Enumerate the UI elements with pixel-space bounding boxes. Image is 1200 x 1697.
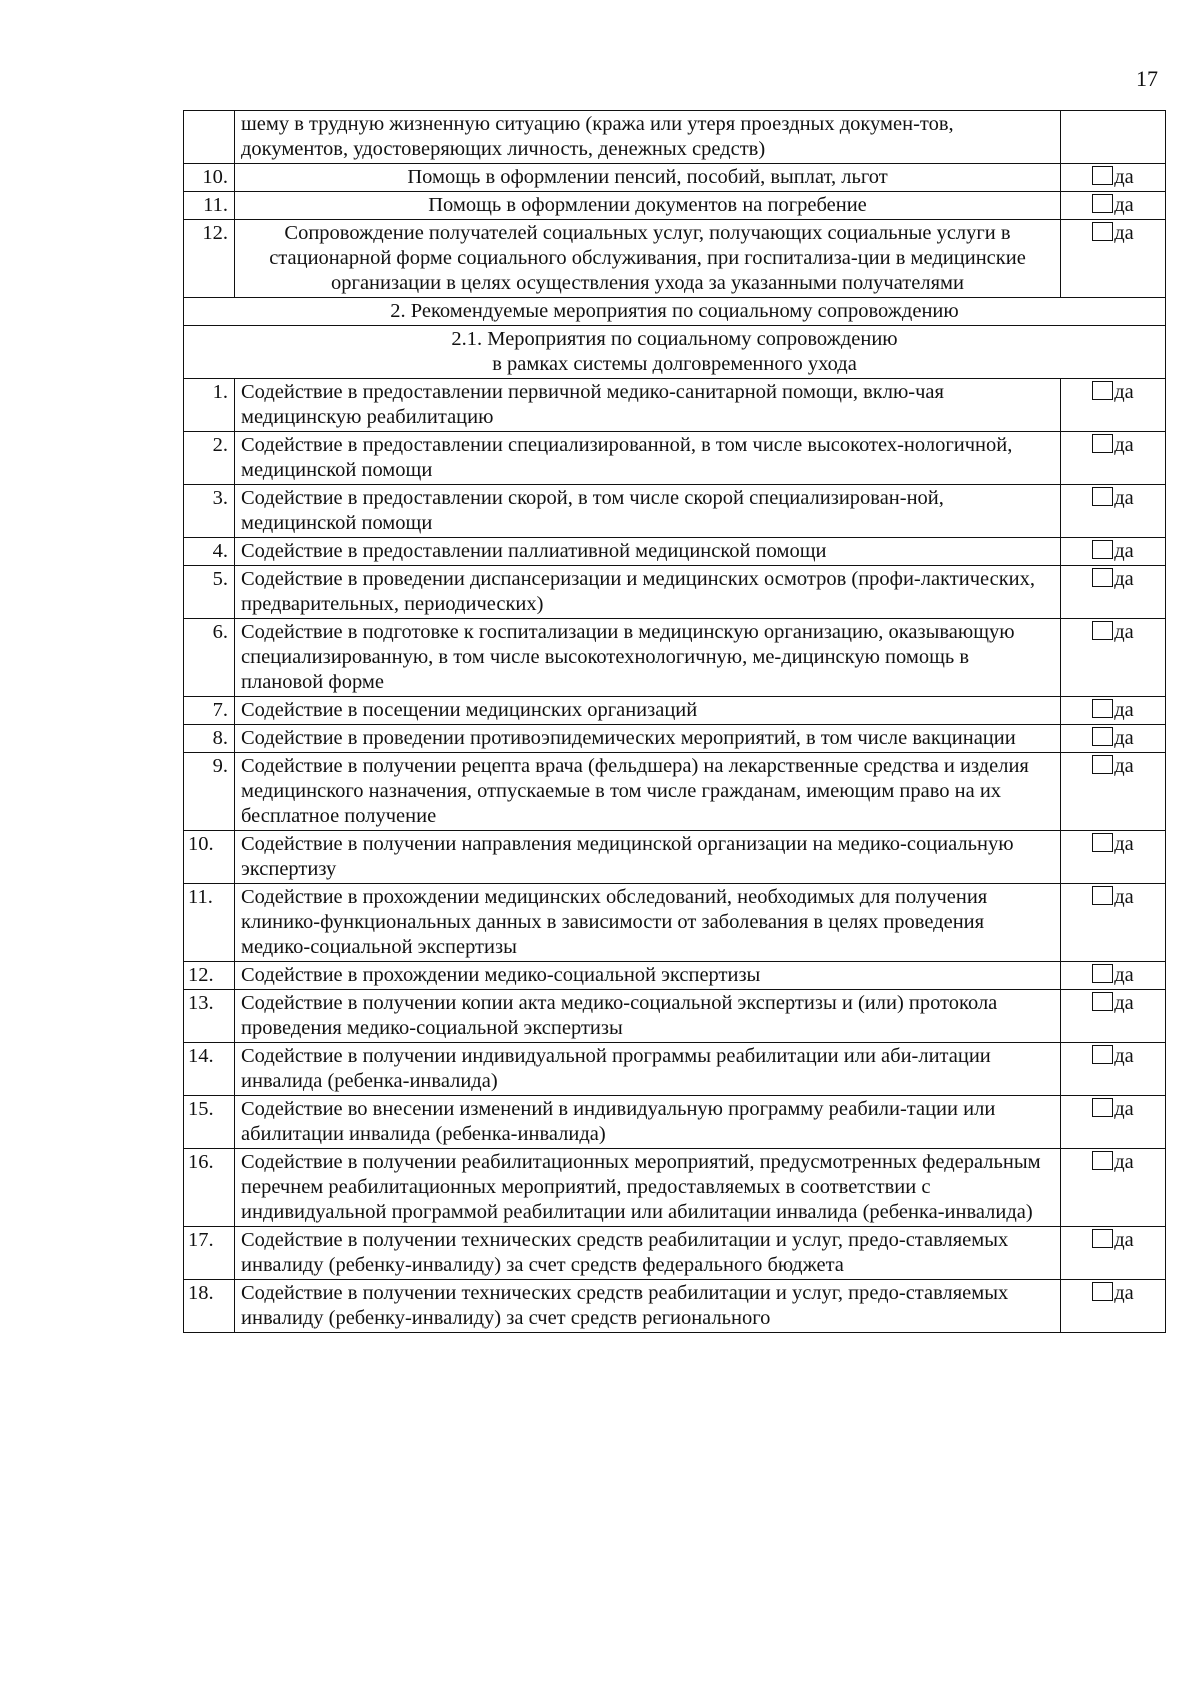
row-number: 18.	[184, 1280, 235, 1333]
table-row	[184, 725, 1166, 753]
row-check-cell	[1061, 538, 1166, 566]
checkbox-label: да	[1114, 540, 1134, 562]
row-check-cell	[1061, 192, 1166, 220]
row-check-cell	[1061, 379, 1166, 432]
row-check-cell	[1061, 725, 1166, 753]
table-row	[184, 831, 1166, 884]
row-check-cell	[1061, 1149, 1166, 1227]
checkbox-label: да	[1114, 992, 1134, 1014]
checkbox[interactable]	[1092, 727, 1113, 746]
measures-table-body	[184, 111, 1166, 1333]
row-text: Содействие в прохождении медицинских обследований, необходимых для получения клинико-функциональных данных в зависимости от заболевания в целях проведения медико-социальной экспертизы	[235, 884, 1061, 962]
row-number: 1.	[184, 379, 235, 432]
row-check-cell	[1061, 1096, 1166, 1149]
checkbox[interactable]	[1092, 1098, 1113, 1117]
checkbox[interactable]	[1092, 621, 1113, 640]
checkbox-label: да	[1114, 1229, 1134, 1251]
checkbox-label: да	[1114, 434, 1134, 456]
subsection-title	[184, 326, 1166, 379]
checkbox-label: да	[1114, 568, 1134, 590]
checkbox[interactable]	[1092, 166, 1113, 185]
table-row	[184, 164, 1166, 192]
row-number: 11.	[184, 884, 235, 962]
row-text: Содействие в предоставлении первичной медико-санитарной помощи, вклю-чая медицинскую реабилитацию	[235, 379, 1061, 432]
table-row	[184, 432, 1166, 485]
table-row	[184, 962, 1166, 990]
table-row	[184, 538, 1166, 566]
row-text: шему в трудную жизненную ситуацию (кража или утеря проездных докумен-тов, документов, удостоверяющих личность, денежных средств)	[235, 111, 1061, 164]
row-number: 6.	[184, 619, 235, 697]
table-row	[184, 753, 1166, 831]
checkbox-label: да	[1114, 699, 1134, 721]
row-text: Содействие в предоставлении скорой, в том числе скорой специализирован-ной, медицинской помощи	[235, 485, 1061, 538]
checkbox-label: да	[1114, 487, 1134, 509]
row-check-cell	[1061, 111, 1166, 164]
row-check-cell	[1061, 990, 1166, 1043]
checkbox-label: да	[1114, 194, 1134, 216]
row-text: Содействие во внесении изменений в индивидуальную программу реабили-тации или абилитации инвалида (ребенка-инвалида)	[235, 1096, 1061, 1149]
row-check-cell	[1061, 884, 1166, 962]
table-row	[184, 1227, 1166, 1280]
row-text: Содействие в проведении противоэпидемических мероприятий, в том числе вакцинации	[235, 725, 1061, 753]
row-number: 2.	[184, 432, 235, 485]
row-number: 16.	[184, 1149, 235, 1227]
subsection-title-line2: в рамках системы долговременного ухода	[492, 353, 857, 375]
row-check-cell	[1061, 164, 1166, 192]
table-row	[184, 1149, 1166, 1227]
checkbox[interactable]	[1092, 194, 1113, 213]
row-check-cell	[1061, 753, 1166, 831]
row-text: Содействие в получении направления медицинской организации на медико-социальную экспертизу	[235, 831, 1061, 884]
page-number: 17	[1136, 66, 1158, 91]
row-number: 4.	[184, 538, 235, 566]
checkbox[interactable]	[1092, 434, 1113, 453]
row-number: 8.	[184, 725, 235, 753]
checkbox[interactable]	[1092, 568, 1113, 587]
checkbox-label: да	[1114, 381, 1134, 403]
checkbox-label: да	[1114, 1282, 1134, 1304]
checkbox[interactable]	[1092, 833, 1113, 852]
row-number: 9.	[184, 753, 235, 831]
checkbox-label: да	[1114, 621, 1134, 643]
row-check-cell	[1061, 1227, 1166, 1280]
checkbox[interactable]	[1092, 1282, 1113, 1301]
row-text: Содействие в получении рецепта врача (фельдшера) на лекарственные средства и изделия медицинского назначения, отпускаемые в том числе гражданам, имеющим право на их бесплатное получение	[235, 753, 1061, 831]
row-text: Содействие в проведении диспансеризации и медицинских осмотров (профи-лактических, предварительных, периодических)	[235, 566, 1061, 619]
checkbox[interactable]	[1092, 1229, 1113, 1248]
checkbox[interactable]	[1092, 964, 1113, 983]
row-check-cell	[1061, 962, 1166, 990]
measures-table	[183, 110, 1166, 1333]
row-number: 10.	[184, 164, 235, 192]
table-row	[184, 220, 1166, 298]
row-number: 3.	[184, 485, 235, 538]
checkbox[interactable]	[1092, 886, 1113, 905]
row-text: Содействие в подготовке к госпитализации в медицинскую организацию, оказывающую специализированную, в том числе высокотехнологичную, ме-дицинскую помощь в плановой форме	[235, 619, 1061, 697]
checkbox-label: да	[1114, 833, 1134, 855]
row-text: Содействие в получении реабилитационных мероприятий, предусмотренных федеральным перечнем реабилитационных мероприятий, предоставляемых в соответствии с индивидуальной программой реабилитации или абилитации инвалида (ребенка-инвалида)	[235, 1149, 1061, 1227]
row-number: 10.	[184, 831, 235, 884]
checkbox[interactable]	[1092, 1151, 1113, 1170]
table-row	[184, 485, 1166, 538]
checkbox[interactable]	[1092, 222, 1113, 241]
checkbox[interactable]	[1092, 992, 1113, 1011]
row-check-cell	[1061, 566, 1166, 619]
row-check-cell	[1061, 1280, 1166, 1333]
table-row	[184, 619, 1166, 697]
row-number: 12.	[184, 220, 235, 298]
table-row	[184, 111, 1166, 164]
row-number: 15.	[184, 1096, 235, 1149]
checkbox-label: да	[1114, 886, 1134, 908]
row-text: Содействие в получении технических средств реабилитации и услуг, предо-ставляемых инвалиду (ребенку-инвалиду) за счет средств регионального	[235, 1280, 1061, 1333]
row-check-cell	[1061, 220, 1166, 298]
row-number: 13.	[184, 990, 235, 1043]
row-text: Содействие в получении индивидуальной программы реабилитации или аби-литации инвалида (ребенка-инвалида)	[235, 1043, 1061, 1096]
checkbox-label: да	[1114, 964, 1134, 986]
row-text: Содействие в посещении медицинских организаций	[235, 697, 1061, 725]
row-check-cell	[1061, 619, 1166, 697]
row-number: 17.	[184, 1227, 235, 1280]
checkbox[interactable]	[1092, 540, 1113, 559]
row-text: Помощь в оформлении пенсий, пособий, выплат, льгот	[235, 164, 1061, 192]
row-check-cell	[1061, 831, 1166, 884]
checkbox-label: да	[1114, 166, 1134, 188]
row-text: Содействие в получении копии акта медико-социальной экспертизы и (или) протокола проведения медико-социальной экспертизы	[235, 990, 1061, 1043]
table-row	[184, 1280, 1166, 1333]
checkbox[interactable]	[1092, 699, 1113, 718]
row-check-cell	[1061, 485, 1166, 538]
checkbox-label: да	[1114, 1098, 1134, 1120]
subsection-title-line1: 2.1. Мероприятия по социальному сопровождению	[451, 328, 898, 350]
checkbox[interactable]	[1092, 1045, 1113, 1064]
table-row	[184, 379, 1166, 432]
checkbox-label: да	[1114, 1045, 1134, 1067]
table-row	[184, 884, 1166, 962]
checkbox-label: да	[1114, 727, 1134, 749]
table-row	[184, 990, 1166, 1043]
row-text: Содействие в прохождении медико-социальной экспертизы	[235, 962, 1061, 990]
row-text: Содействие в предоставлении специализированной, в том числе высокотех-нологичной, медицинской помощи	[235, 432, 1061, 485]
row-check-cell	[1061, 432, 1166, 485]
row-number: 7.	[184, 697, 235, 725]
row-check-cell	[1061, 1043, 1166, 1096]
row-check-cell	[1061, 697, 1166, 725]
table-row	[184, 1096, 1166, 1149]
row-text: Помощь в оформлении документов на погребение	[235, 192, 1061, 220]
subsection-row	[184, 326, 1166, 379]
table-row	[184, 192, 1166, 220]
checkbox-label: да	[1114, 222, 1134, 244]
row-number	[184, 111, 235, 164]
table-row	[184, 697, 1166, 725]
checkbox[interactable]	[1092, 487, 1113, 506]
row-text: Содействие в получении технических средств реабилитации и услуг, предо-ставляемых инвалиду (ребенку-инвалиду) за счет средств федерального бюджета	[235, 1227, 1061, 1280]
row-text: Сопровождение получателей социальных услуг, получающих социальные услуги в стационарной форме социального обслуживания, при госпитализа-ции в медицинские организации в целях осуществления ухода за указанными получателями	[235, 220, 1061, 298]
section-row	[184, 298, 1166, 326]
row-text: Содействие в предоставлении паллиативной медицинской помощи	[235, 538, 1061, 566]
table-row	[184, 1043, 1166, 1096]
table-row	[184, 566, 1166, 619]
row-number: 12.	[184, 962, 235, 990]
row-number: 14.	[184, 1043, 235, 1096]
row-number: 11.	[184, 192, 235, 220]
section-title: 2. Рекомендуемые мероприятия по социальному сопровождению	[184, 298, 1166, 326]
checkbox[interactable]	[1092, 755, 1113, 774]
checkbox-label: да	[1114, 755, 1134, 777]
row-number: 5.	[184, 566, 235, 619]
checkbox[interactable]	[1092, 381, 1113, 400]
checkbox-label: да	[1114, 1151, 1134, 1173]
